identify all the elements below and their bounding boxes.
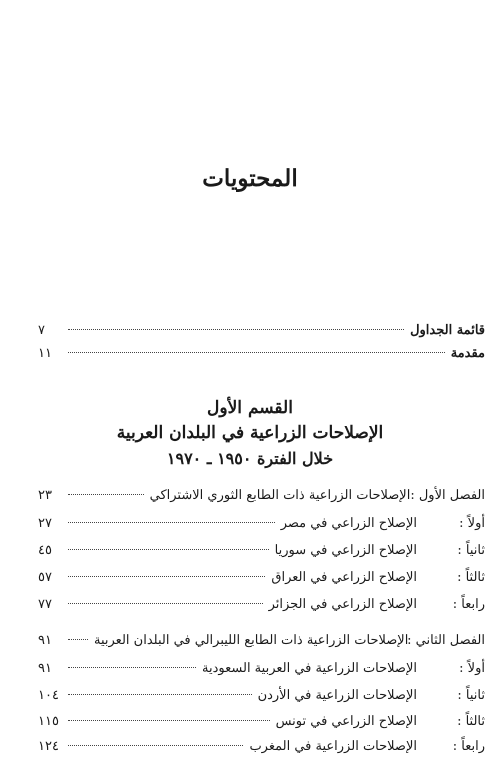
- toc-entry-page: ٩١: [38, 661, 52, 676]
- page-title: المحتويات: [202, 165, 298, 192]
- toc-chapter-2-item-2[interactable]: [38, 688, 485, 708]
- dot-leader: [68, 576, 265, 577]
- item-prefix: ثانياً :: [457, 543, 485, 558]
- toc-entry-page: ٢٧: [38, 516, 52, 531]
- item-title: الإصلاحات الزراعية في العربية السعودية: [202, 661, 417, 676]
- dot-leader: [68, 694, 252, 695]
- dot-leader: [68, 352, 445, 353]
- dot-leader: [68, 667, 196, 668]
- dot-leader: [68, 494, 144, 495]
- toc-entry-label: مقدمة: [450, 346, 485, 361]
- toc-chapter-2-item-4[interactable]: [38, 739, 485, 759]
- dot-leader: [68, 522, 275, 523]
- toc-chapter-1[interactable]: [38, 488, 485, 508]
- toc-entry-page: ٧: [38, 323, 45, 338]
- dot-leader: [68, 549, 269, 550]
- chapter-prefix: الفصل الثاني :: [407, 633, 485, 648]
- item-title: الإصلاح الزراعي في مصر: [280, 516, 417, 531]
- toc-entry-introduction[interactable]: [38, 346, 485, 366]
- item-prefix: رابعاً :: [452, 739, 485, 754]
- toc-entry-page: ٤٥: [38, 543, 52, 558]
- toc-chapter-1-item-3[interactable]: [38, 570, 485, 590]
- item-title: الإصلاح الزراعي في العراق: [271, 570, 417, 585]
- dot-leader: [68, 603, 263, 604]
- toc-entry-page: ٢٣: [38, 488, 52, 503]
- toc-entry-page: ٥٧: [38, 570, 52, 585]
- dot-leader: [68, 329, 404, 330]
- toc-entry-page: ٧٧: [38, 597, 52, 612]
- item-prefix: ثالثاً :: [457, 570, 485, 585]
- part-heading: القسم الأول: [207, 398, 293, 418]
- item-title: الإصلاحات الزراعية في الأردن: [257, 688, 417, 703]
- chapter-prefix: الفصل الأول :: [410, 488, 485, 503]
- toc-chapter-1-item-4[interactable]: [38, 597, 485, 617]
- toc-entry-label: قائمة الجداول: [410, 323, 485, 338]
- toc-entry-page: ١٠٤: [38, 688, 59, 703]
- chapter-title: الإصلاحات الزراعية ذات الطابع الليبرالي في البلدان العربية: [94, 633, 409, 648]
- dot-leader: [68, 639, 88, 640]
- toc-chapter-2-item-3[interactable]: [38, 714, 485, 734]
- toc-chapter-1-item-2[interactable]: [38, 543, 485, 563]
- item-prefix: أولاً :: [459, 661, 485, 676]
- item-prefix: أولاً :: [459, 516, 485, 531]
- item-prefix: رابعاً :: [452, 597, 485, 612]
- toc-entry-page: ٩١: [38, 633, 52, 648]
- item-title: الإصلاحات الزراعية في المغرب: [249, 739, 417, 754]
- toc-entry-page: ١١٥: [38, 714, 59, 729]
- part-period: خلال الفترة ١٩٥٠ ـ ١٩٧٠: [166, 449, 334, 468]
- toc-entry-page: ١١: [38, 346, 52, 361]
- item-title: الإصلاح الزراعي في تونس: [275, 714, 417, 729]
- toc-chapter-1-item-1[interactable]: [38, 516, 485, 536]
- item-prefix: ثانياً :: [457, 688, 485, 703]
- part-subtitle: الإصلاحات الزراعية في البلدان العربية: [116, 423, 384, 443]
- toc-entry-tables-list[interactable]: [38, 323, 485, 343]
- toc-chapter-2-item-1[interactable]: [38, 661, 485, 681]
- item-title: الإصلاح الزراعي في سوريا: [274, 543, 417, 558]
- dot-leader: [68, 720, 270, 721]
- item-prefix: ثالثاً :: [457, 714, 485, 729]
- chapter-title: الإصلاحات الزراعية ذات الطابع الثوري الاشتراكي: [149, 488, 411, 503]
- item-title: الإصلاح الزراعي في الجزائر: [268, 597, 417, 612]
- toc-entry-page: ١٢٤: [38, 739, 59, 754]
- dot-leader: [68, 745, 243, 746]
- toc-chapter-2[interactable]: [38, 633, 485, 653]
